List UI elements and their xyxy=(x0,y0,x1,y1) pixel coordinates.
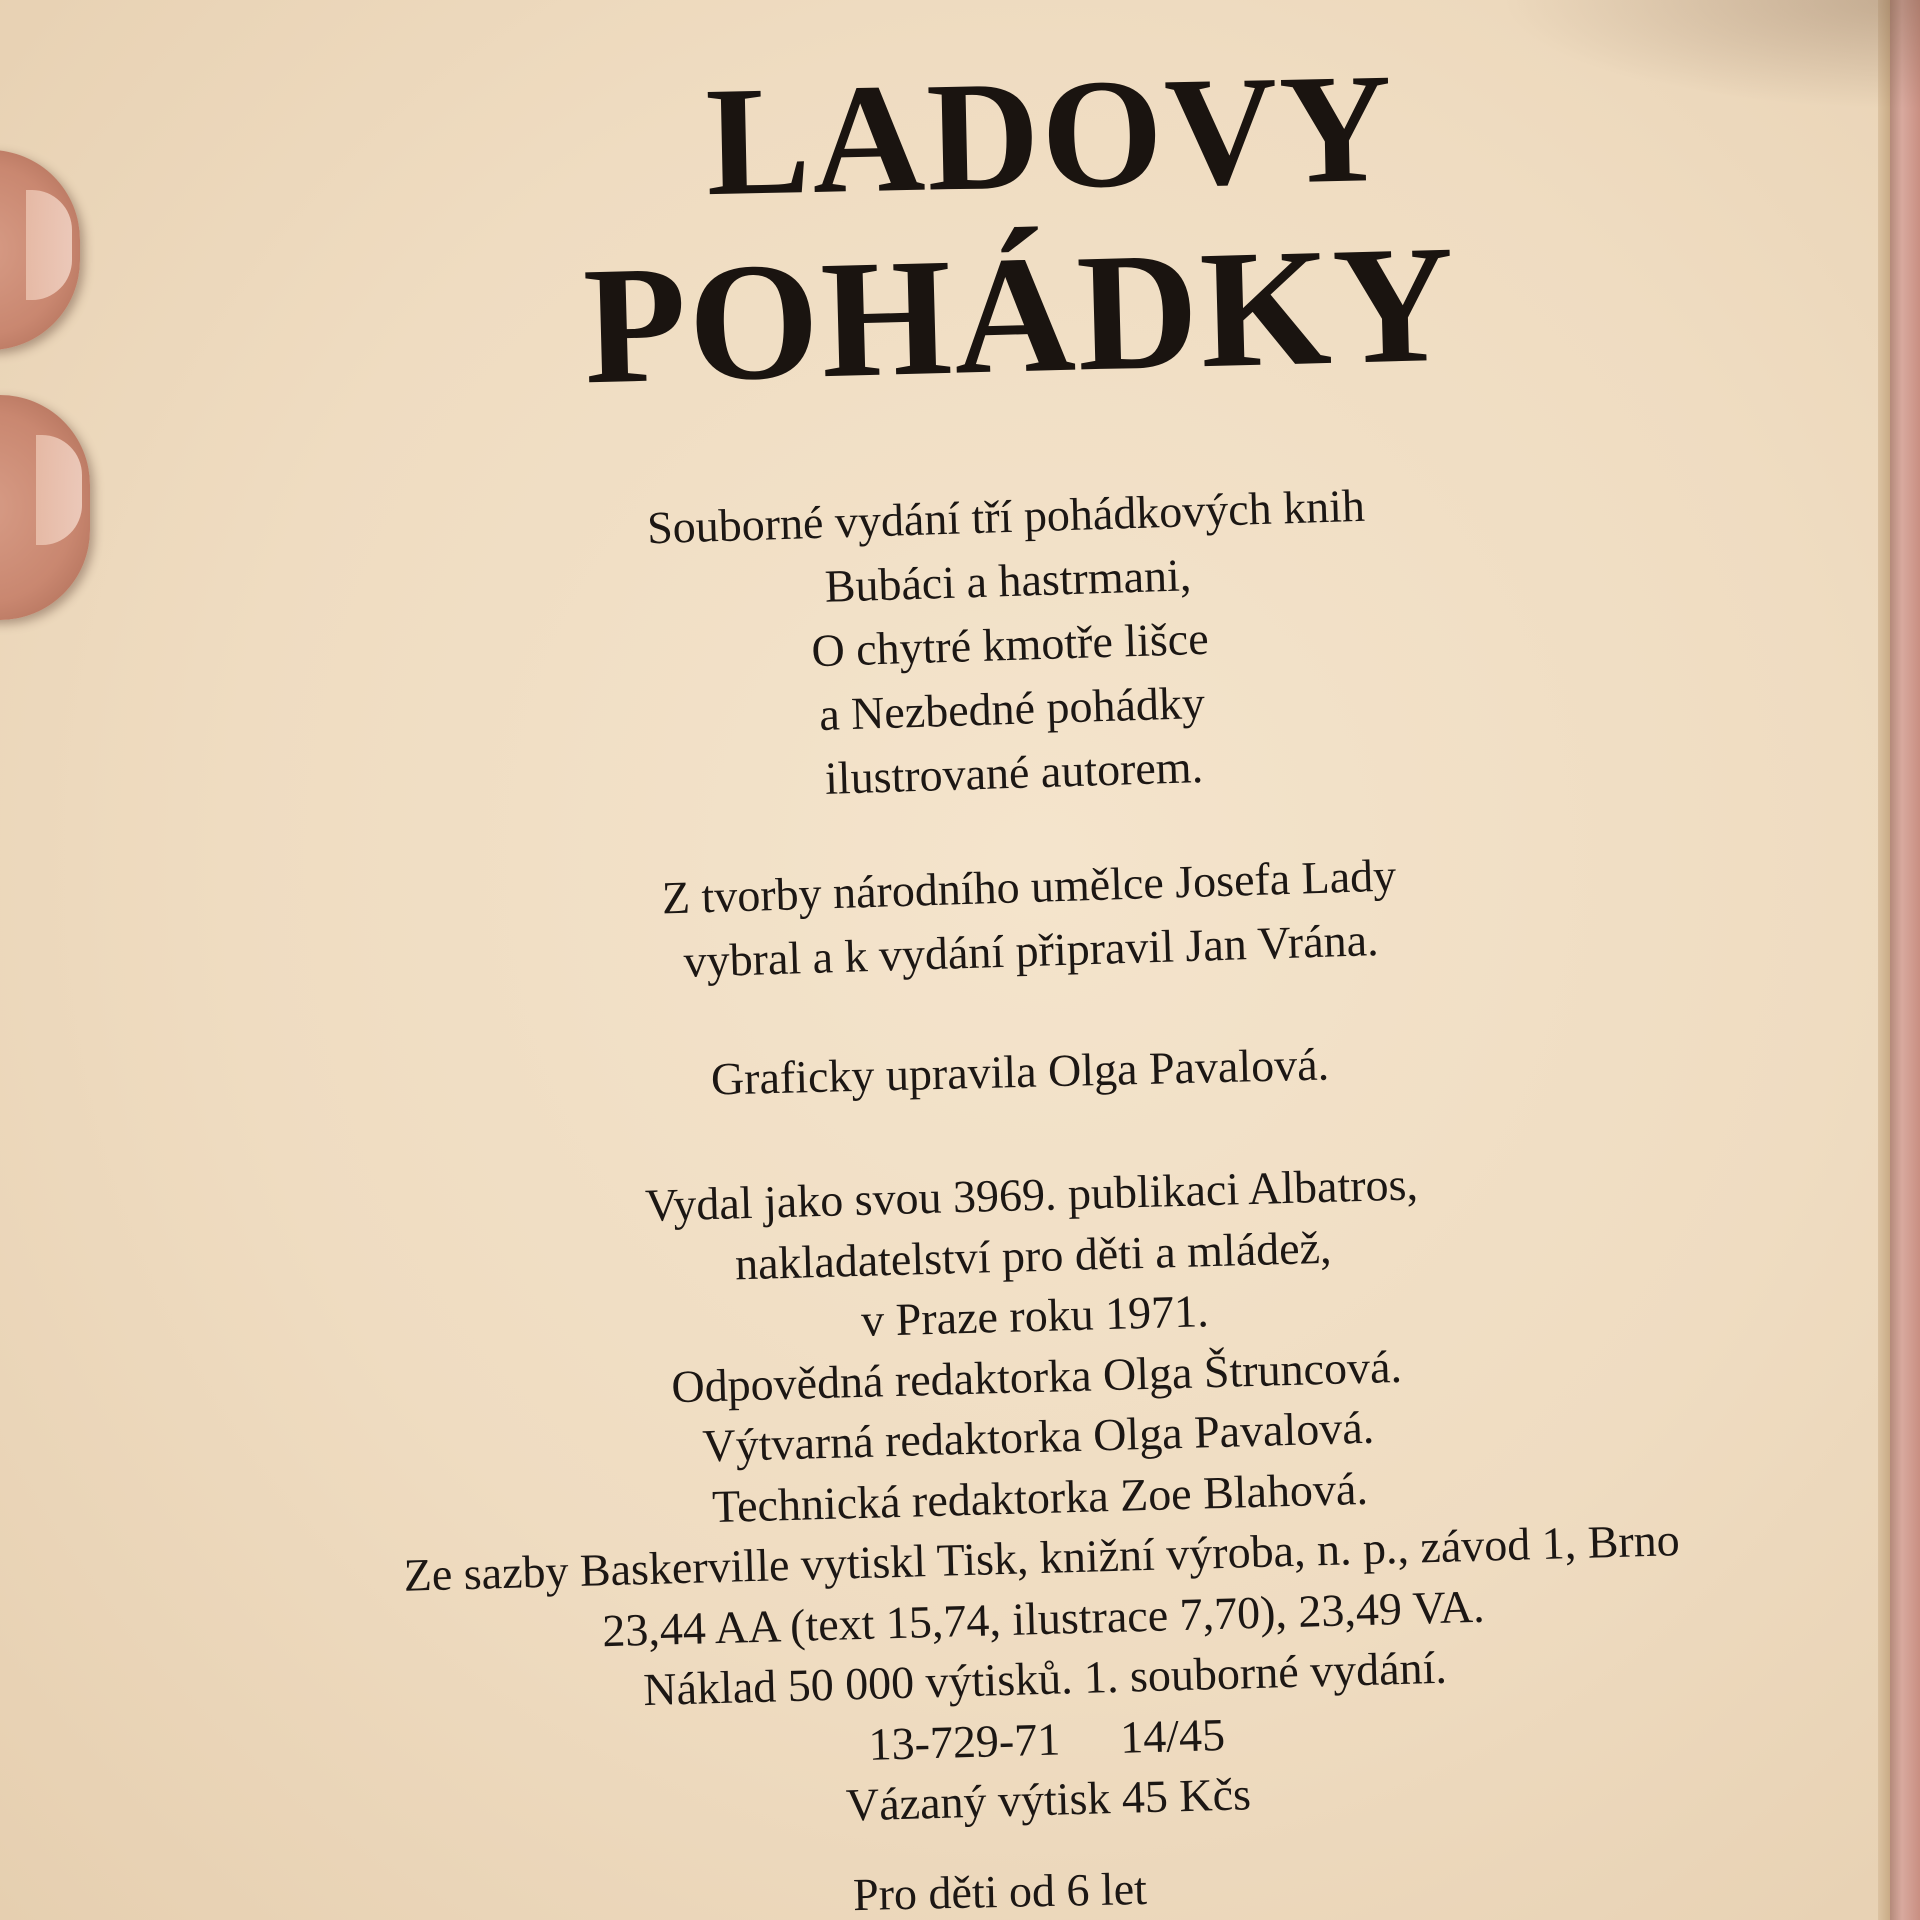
description-line: Bubáci a hastrmani, xyxy=(823,549,1192,612)
description-line: ilustrované autorem. xyxy=(824,741,1204,804)
publication-code: 13-729-71 xyxy=(867,1713,1061,1770)
publication-code-index: 14/45 xyxy=(1119,1708,1226,1763)
graphics-line: Graficky upravila Olga Pavalová. xyxy=(710,1038,1330,1105)
selection-line: vybral a k vydání připravil Jan Vrána. xyxy=(682,914,1380,987)
imprint-line: Výtvarná redaktorka Olga Pavalová. xyxy=(701,1401,1375,1472)
imprint-line: nakladatelství pro děti a mládež, xyxy=(734,1221,1333,1289)
imprint-line: Technická redaktorka Zoe Blahová. xyxy=(711,1462,1369,1532)
imprint-line: Vydal jako svou 3969. publikaci Albatros, xyxy=(644,1158,1419,1231)
selection-line: Z tvorby národního umělce Josefa Lady xyxy=(661,849,1397,924)
price-line: Vázaný výtisk 45 Kčs xyxy=(845,1768,1252,1831)
imprint-line: Náklad 50 000 výtisků. 1. souborné vydání. xyxy=(642,1641,1448,1716)
audience-line: Pro děti od 6 let xyxy=(852,1862,1148,1920)
imprint-line: Odpovědná redaktorka Olga Štruncová. xyxy=(670,1340,1403,1412)
description-line: Souborné vydání tří pohádkových knih xyxy=(646,479,1366,554)
edition-description xyxy=(555,471,1465,819)
graphics-credit xyxy=(599,1030,1440,1115)
imprint-line: v Praze roku 1971. xyxy=(860,1285,1210,1346)
imprint-line: 23,44 AA (text 15,74, ilustrace 7,70), 23,49 VA. xyxy=(601,1580,1486,1656)
publisher-imprint xyxy=(321,1145,1759,1850)
book-title-line-1: LADOVY xyxy=(704,40,1396,229)
selection-credit xyxy=(558,840,1502,997)
audience-note xyxy=(699,1854,1300,1920)
book-title-line-2: POHÁDKY xyxy=(581,210,1459,420)
imprint-line: Ze sazby Baskerville vytiskl Tisk, knižní výroba, n. p., závod 1, Brno xyxy=(403,1514,1681,1601)
book-cover-edge xyxy=(1890,0,1920,1920)
description-line: O chytré kmotře lišce xyxy=(810,612,1210,677)
description-line: a Nezbedné pohádky xyxy=(818,676,1206,741)
